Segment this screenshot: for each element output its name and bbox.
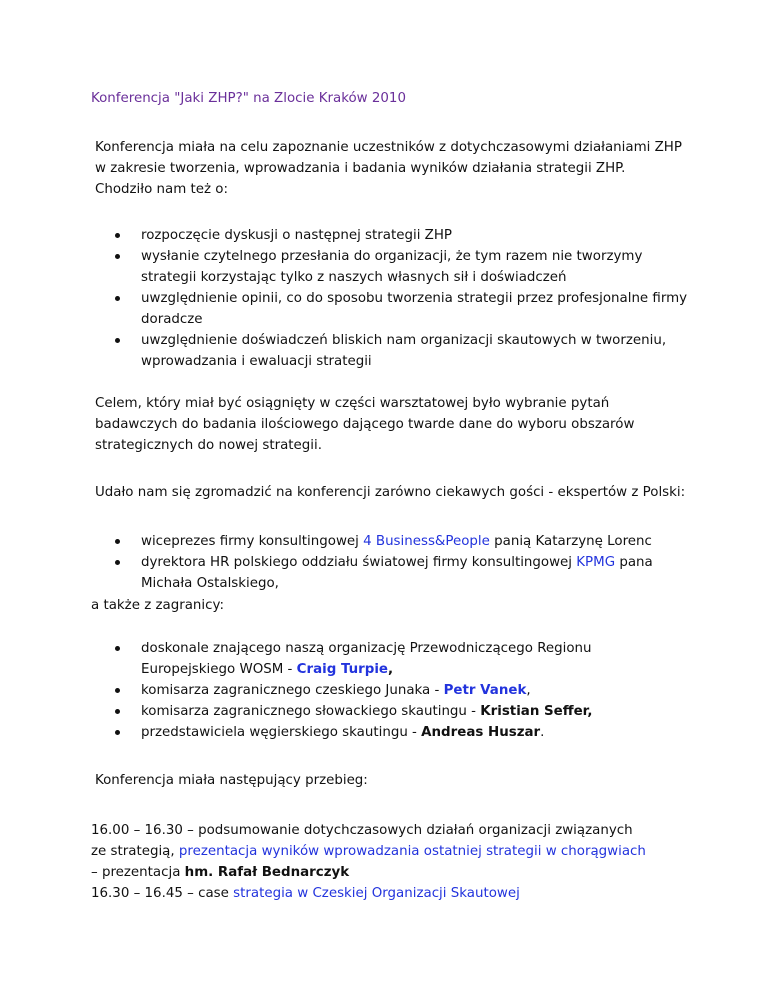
presentation-link[interactable]: prezentacja wyników wprowadzania ostatniej strategii w chorągwiach: [178, 844, 646, 859]
guest-item: dyrektora HR polskiego oddziału światowej firmy konsultingowej KPMG pana Michała Ostalskiego,: [141, 552, 681, 594]
schedule-intro-paragraph: [95, 770, 595, 791]
guest-item: doskonale znającego naszą organizację Przewodniczącego Regionu Europejskiego WOSM - Craig Turpie,: [141, 638, 686, 680]
goal-item: wysłanie czytelnego przesłania do organizacji, że tym razem nie tworzymy strategii korzystając tylko z naszych własnych sił i doświadczeń: [141, 246, 701, 288]
schedule-intro-text: Konferencja miała następujący przebieg:: [95, 773, 368, 788]
schedule-item: 16.00 – 16.30 – podsumowanie dotychczasowych działań organizacji związanych ze strategią, prezentacja wyników wprowadzania ostatniej strategii w chorągwiach – prezentacja hm. Rafał Bednarczyk: [91, 823, 646, 880]
guests-abroad-list: [141, 638, 686, 743]
goal-item: uwzględnienie doświadczeń bliskich nam organizacji skautowych w tworzeniu, wprowadzania i ewaluacji strategii: [141, 330, 701, 372]
person-name: Kristian Seffer: [480, 704, 588, 719]
guests-poland-list: [141, 531, 681, 594]
person-link-petr-vanek[interactable]: Petr Vanek: [443, 683, 527, 698]
goal-item: uwzględnienie opinii, co do sposobu tworzenia strategii przez profesjonalne firmy doradcze: [141, 288, 701, 330]
company-link-kpmg[interactable]: KPMG: [576, 555, 616, 570]
schedule-block: [91, 820, 651, 904]
guest-item: przedstawiciela węgierskiego skautingu - Andreas Huszar.: [141, 722, 686, 743]
goals-list: [141, 225, 701, 372]
guest-item: wiceprezes firmy konsultingowej 4 Business&People panią Katarzynę Lorenc: [141, 531, 681, 552]
intro-text: Konferencja miała na celu zapoznanie uczestników z dotychczasowymi działaniami ZHP w zakresie tworzenia, wprowadzania i badania wyników działania strategii ZHP. Chodziło nam też o:: [95, 140, 682, 197]
abroad-intro-paragraph: [91, 595, 491, 616]
page-title: Konferencja "Jaki ZHP?" na Zlocie Kraków 2010: [91, 91, 406, 106]
person-link-craig-turpie[interactable]: Craig Turpie: [296, 662, 389, 677]
person-name: Andreas Huszar: [421, 725, 541, 740]
guests-intro-paragraph: [95, 482, 735, 503]
presenter-name: hm. Rafał Bednarczyk: [184, 865, 350, 880]
intro-paragraph: [95, 137, 685, 200]
workshop-text: Celem, który miał być osiągnięty w części warsztatowej było wybranie pytań badawczych do badania ilościowego dającego twarde dane do wyboru obszarów strategicznych do nowej strategii.: [95, 396, 635, 453]
guests-intro-text: Udało nam się zgromadzić na konferencji zarówno ciekawych gości - ekspertów z Polski:: [95, 485, 686, 500]
case-study-link[interactable]: strategia w Czeskiej Organizacji Skautowej: [233, 886, 520, 901]
company-link-4business[interactable]: 4 Business&People: [363, 534, 490, 549]
guest-item: komisarza zagranicznego słowackiego skautingu - Kristian Seffer,: [141, 701, 686, 722]
guest-item: komisarza zagranicznego czeskiego Junaka - Petr Vanek,: [141, 680, 686, 701]
abroad-intro-text: a także z zagranicy:: [91, 598, 224, 613]
workshop-paragraph: [95, 393, 685, 456]
goal-item: rozpoczęcie dyskusji o następnej strategii ZHP: [141, 225, 701, 246]
schedule-item: 16.30 – 16.45 – case strategia w Czeskiej Organizacji Skautowej: [91, 886, 520, 901]
